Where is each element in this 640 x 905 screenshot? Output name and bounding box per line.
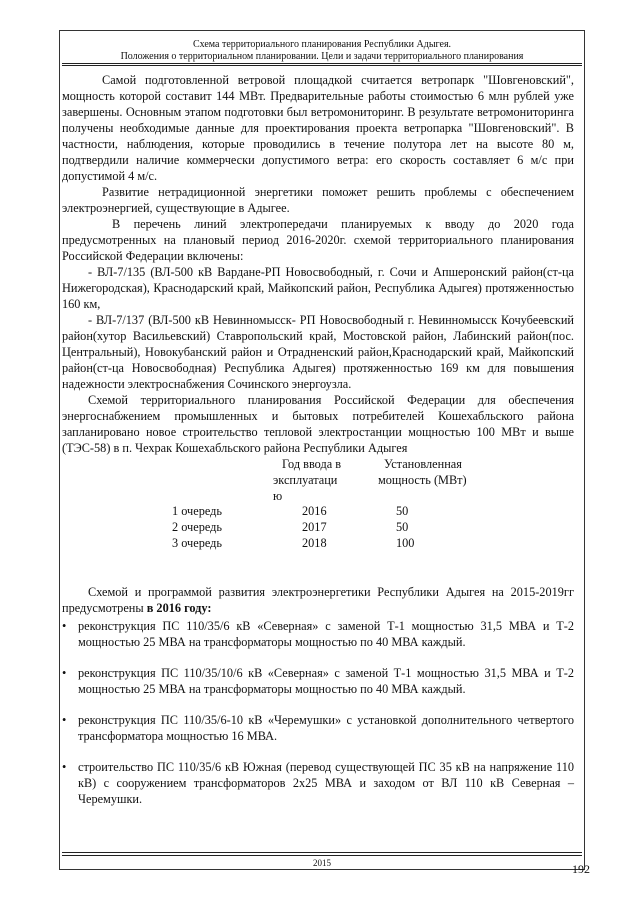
bullet-text: реконструкция ПС 110/35/10/6 кВ «Северная» с заменой Т-1 мощностью 31,5 МВА и Т-2 мощностью 25 МВА на трансформаторы мощностью по 40 МВА каждый.	[78, 666, 574, 696]
paragraph-nontraditional-energy: Развитие нетрадиционной энергетики поможет решить проблемы с обеспечением электроэнергией, существующие в Адыгее.	[62, 185, 574, 215]
bullet-text: реконструкция ПС 110/35/6-10 кВ «Черемушки» с установкой дополнительного четвертого трансформатора мощностью 16 МВА.	[78, 713, 574, 743]
main-content	[62, 72, 574, 822]
table-cell-power: 50	[396, 520, 409, 534]
table-cell-year: 2018	[302, 536, 327, 550]
table-header-year-line-3: ю	[273, 489, 283, 503]
paragraph-windpark: Самой подготовленной ветровой площадкой считается ветропарк "Шовгеновский", мощность которой составит 144 МВт. Предварительные работы стоимостью 6 млн рублей уже завершены. Основным этапом подготовки был ветромониторинг. В результате ветромониторинга получены необходимые данные для проектирования проекта ветропарка "Шовгеновский". В частности, наблюдения, которые проводились в течение полутора лет на высоте 80 м, подтвердили наличие коммерчески допустимого ветра: его скорость составляет 6 м/с при допустимой 4 м/с.	[62, 73, 574, 183]
bullet-icon: •	[62, 713, 67, 727]
table-header-power-line-2: мощность (МВт)	[378, 473, 467, 487]
paragraph-vl-135: - ВЛ-7/135 (ВЛ-500 кВ Вардане-РП Новосвободный, г. Сочи и Апшеронский район(ст-ца Нижегородская), Краснодарский край, Майкопский район, Республика Адыгея) протяженностью 160 км,	[62, 265, 574, 311]
header-line-2: Положения о территориальном планировании. Цели и задачи территориального планирования	[120, 51, 524, 62]
paragraph-tes-58: Схемой территориального планирования Российской Федерации для обеспечения энергоснабжением промышленных и бытовых потребителей Кошехабльского района запланировано новое строительство тепловой электростанции мощностью 100 МВт и выше (ТЭС-58) в п. Чехрак Кошехабльского района Республики Адыгея	[62, 393, 574, 455]
table-header-year-line-2: эксплуатаци	[273, 473, 338, 487]
paragraph-power-lines: В перечень линий электропередачи планируемых к вводу до 2020 года предусмотренных на плановый период 2016-2020г. схемой территориального планирования Российской Федерации включены:	[62, 217, 574, 263]
footer-rule-double	[62, 855, 582, 856]
table-cell-power: 50	[396, 504, 409, 518]
paragraph-vl-137: - ВЛ-7/137 (ВЛ-500 кВ Невинномысск- РП Новосвободный г. Невинномысск Кочубеевский район(хутор Васильевский) Ставропольский край, Мостовской район, Лабинский район(пос. Центральный), Новокубанский район и Отрадненский район,Краснодарский край, Майкопский район(ст-ца Новосвободная) Республика Адыгея) протяженностью 169 км для повышения надежности электроснабжения Сочинского энергоузла.	[62, 313, 574, 391]
table-header-power-line-1: Установленная	[384, 457, 462, 471]
footer-rule	[62, 852, 582, 853]
program-intro-text: Схемой и программой развития электроэнергетики Республики Адыгея на 2015-2019гг предусмотрены	[62, 585, 574, 615]
bullet-item	[62, 665, 574, 697]
table-cell-power: 100	[396, 536, 415, 550]
table-cell-year: 2017	[302, 520, 327, 534]
table-cell-year: 2016	[302, 504, 327, 518]
table-header-year-line-1: Год ввода в	[282, 457, 342, 471]
stages-table	[62, 456, 574, 554]
header-line-1: Схема территориального планирования Республики Адыгея.	[192, 39, 452, 50]
table-cell-stage: 1 очередь	[172, 504, 223, 518]
footer-year: 2015	[313, 858, 331, 868]
table-cell-stage: 3 очередь	[172, 536, 223, 550]
bullet-icon: •	[62, 619, 67, 633]
paragraph-program-2016	[62, 584, 574, 616]
program-year-emphasis: в 2016 году:	[146, 601, 212, 615]
bullet-item	[62, 618, 574, 650]
bullet-text: строительство ПС 110/35/6 кВ Южная (перевод существующей ПС 35 кВ на напряжение 110 кВ) с сооружением трансформаторов 2х25 МВА и заходом от ВЛ 110 кВ Северная – Черемушки.	[78, 760, 574, 806]
bullet-icon: •	[62, 760, 67, 774]
header-rule	[62, 63, 582, 64]
bullet-text: реконструкция ПС 110/35/6 кВ «Северная» с заменой Т-1 мощностью 31,5 МВА и Т-2 мощностью 25 МВА на трансформаторы мощностью по 40 МВА каждый.	[78, 619, 574, 649]
page-number: 192	[572, 862, 590, 876]
bullet-item	[62, 759, 574, 807]
running-header	[62, 39, 582, 63]
spacer	[62, 554, 574, 584]
bullet-item	[62, 712, 574, 744]
table-cell-stage: 2 очередь	[172, 520, 223, 534]
header-rule-double	[62, 65, 582, 66]
bullet-icon: •	[62, 666, 67, 680]
